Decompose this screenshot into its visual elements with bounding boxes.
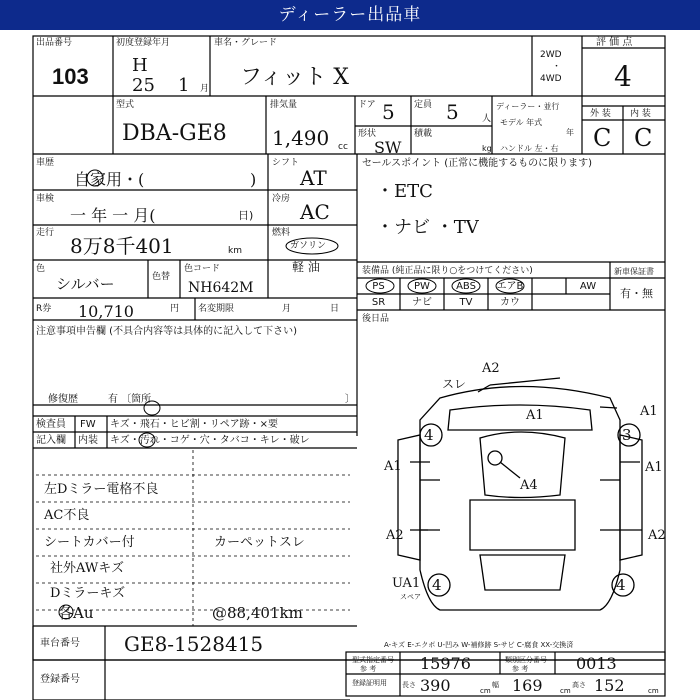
mark-a2-right: A2 (648, 528, 666, 543)
reg-cert-label: 登録証明用 (352, 679, 387, 687)
length-label: 長さ (402, 681, 416, 689)
tire-fr: 3 (622, 426, 632, 444)
chassis-value: GE8-1528415 (124, 632, 264, 656)
ref-label-2: 参 考 (512, 665, 529, 673)
fuel-label: 燃料 (272, 228, 291, 238)
tire-rr: 4 (616, 576, 626, 594)
warranty-label: 新車保証書 (614, 267, 654, 276)
equip-cow: カウ (500, 297, 520, 308)
drive-4wd: 4WD (540, 74, 562, 84)
warranty-value: 有・無 (620, 287, 653, 300)
notes-label: 注意事項申告欄 (不具合内容等は具体的に記入して下さい) (36, 326, 297, 337)
inspector-label: 検査員 (36, 419, 66, 430)
equip-pw: PW (414, 281, 430, 292)
tire-fl: 4 (424, 426, 434, 444)
note-2: AC不良 (44, 508, 90, 523)
note-1: 左Dミラー電格不良 (44, 482, 159, 497)
type-value: DBA-GE8 (122, 121, 227, 146)
equip-aw: AW (579, 281, 597, 292)
note-5: Dミラーキズ (50, 586, 126, 601)
equip-ps: PS (372, 281, 385, 292)
color-change-label: 色替 (152, 272, 171, 282)
aircon-label: 冷房 (272, 194, 291, 204)
mileage-unit: km (228, 246, 242, 256)
drive-sep: ・ (552, 62, 562, 72)
exterior-value: C (593, 124, 612, 152)
class-label: 類別区分番号 (505, 656, 547, 664)
capacity-label: 定員 (414, 100, 433, 110)
height-unit: cm (648, 687, 659, 695)
year-unit: 年 (566, 128, 574, 137)
exterior-label: 外 装 (590, 109, 611, 119)
type-cert-value: 15976 (420, 654, 471, 673)
recycle-label: R券 (36, 304, 52, 314)
mark-sure: スレ (442, 377, 467, 391)
kg-unit: kg (482, 144, 492, 153)
mark-a1-roof: A1 (526, 408, 544, 423)
model-label: 車名・グレード (214, 38, 278, 48)
history-value: 自家用・( (74, 170, 145, 189)
legend: A-キズ E-エクボ U-凹み W-補修跡 S-サビ C-腐食 XX-交換済 (384, 641, 574, 649)
note-right-1: カーペットスレ (214, 535, 305, 550)
width-unit: cm (560, 687, 571, 695)
equipment-label: 装備品 (純正品に限り○をつけてください) (362, 266, 533, 276)
shift-label: シフト (272, 158, 300, 168)
mileage-value: 8万8千401 (70, 234, 174, 258)
grade-label: 評 価 点 (596, 37, 633, 48)
mark-spare: スペア (400, 593, 421, 601)
era: H (132, 55, 148, 76)
shift-value: AT (300, 166, 327, 190)
interior-label: 内 装 (630, 109, 651, 119)
model-name: フィット X (240, 65, 349, 90)
grade-value: 4 (614, 60, 632, 93)
repair-value: 有 〔箇所 (108, 394, 152, 405)
ref-label-1: 参 考 (360, 665, 377, 673)
model-year-label: モデル 年式 (500, 118, 543, 127)
repair-close: 〕 (345, 394, 355, 405)
mileage-label: 走行 (36, 228, 55, 238)
selling-point-1: ・ETC (376, 181, 433, 202)
chassis-label: 車台番号 (40, 638, 80, 649)
width-label: 幅 (492, 681, 499, 689)
registration-label: 登録番号 (40, 674, 80, 685)
fw-items: キズ・飛石・ヒビ割・リペア跡・×要 (110, 419, 278, 430)
name-change-month: 月 (282, 304, 292, 314)
doors-value: 5 (382, 100, 395, 124)
auction-sheet (0, 30, 700, 700)
lot-number: 103 (52, 64, 89, 89)
color-code-label: 色コード (184, 264, 221, 274)
inspection-label: 車検 (36, 194, 55, 204)
load-label: 積載 (414, 129, 433, 139)
height-label: 高さ (572, 681, 586, 689)
inspection-value: 一 年 一 月( (70, 206, 156, 225)
type-cert-label: 型式指定番号 (352, 656, 394, 664)
displacement-label: 排気量 (270, 100, 298, 110)
mark-a1-left: A1 (384, 459, 402, 474)
color-label: 色 (36, 264, 46, 274)
doors-label: ドア (358, 100, 376, 110)
shape-value: SW (374, 138, 402, 157)
note-3: シートカバー付 (44, 535, 135, 550)
interior-value: C (634, 124, 653, 152)
height-value: 152 (594, 676, 625, 695)
recycle-value: 10,710 (78, 302, 134, 321)
dealer-label: ディーラー・並行 (496, 102, 560, 111)
banner-title: ディーラー出品車 (0, 0, 700, 30)
shape-label: 形状 (358, 129, 377, 139)
mark-ua1: UA1 (392, 576, 421, 591)
equip-abs: ABS (456, 281, 476, 292)
entry-label: 記入欄 (36, 435, 66, 446)
month-unit: 月 (200, 84, 210, 94)
name-change-day: 日 (330, 304, 340, 314)
name-change-label: 名変期限 (198, 304, 235, 314)
color-code-value: NH642M (188, 280, 254, 296)
tire-rl: 4 (432, 576, 442, 594)
note-6: 各Au (58, 604, 94, 622)
type-label: 型式 (116, 100, 135, 110)
note-right-2: @88,401km (212, 604, 303, 622)
interior-items: キズ・汚れ・コゲ・穴・タバコ・キレ・破レ (110, 435, 310, 446)
mark-a1-right-mid: A1 (645, 460, 663, 475)
first-reg-label: 初度登録年月 (116, 38, 171, 48)
equip-airbag: エアB (496, 281, 524, 292)
aircon-value: AC (300, 200, 330, 224)
class-value: 0013 (576, 654, 617, 673)
history-close: ) (250, 170, 257, 189)
interior-check-label: 内装 (78, 435, 98, 446)
drive-2wd: 2WD (540, 50, 562, 60)
selling-points-label: セールスポイント (正常に機能するものに限ります) (362, 158, 593, 169)
mark-a1-right-top: A1 (640, 404, 658, 419)
selling-point-2: ・ナビ ・TV (376, 217, 479, 238)
equip-navi: ナビ (412, 297, 432, 308)
person-unit: 人 (482, 114, 492, 124)
recycle-unit: 円 (170, 304, 180, 314)
width-value: 169 (512, 676, 543, 695)
mark-a4: A4 (520, 478, 538, 493)
equip-tv: TV (459, 297, 473, 308)
history-label: 車歴 (36, 158, 55, 168)
fuel-diesel: 軽 油 (292, 260, 320, 274)
repair-label: 修復歴 (48, 394, 78, 405)
mark-a2-top: A2 (482, 361, 500, 376)
inspection-day: 日) (238, 209, 254, 222)
color-value: シルバー (56, 275, 115, 293)
length-unit: cm (480, 687, 491, 695)
reg-year: 25 (132, 75, 155, 96)
rear-seat-label: 後日品 (362, 314, 390, 324)
displacement-value: 1,490 (272, 126, 330, 150)
handle-label: ハンドル 左・右 (500, 144, 559, 153)
note-4: 社外AWキズ (50, 561, 124, 576)
lot-label: 出品番号 (36, 38, 73, 48)
reg-month: 1 (178, 75, 190, 96)
fuel-gasoline: ガソリン (290, 241, 327, 251)
fw-label: FW (80, 419, 96, 430)
length-value: 390 (420, 676, 451, 695)
equip-sr: SR (371, 297, 386, 308)
capacity-value: 5 (446, 100, 459, 124)
mark-a2-left: A2 (386, 528, 404, 543)
cc-unit: cc (338, 142, 348, 152)
